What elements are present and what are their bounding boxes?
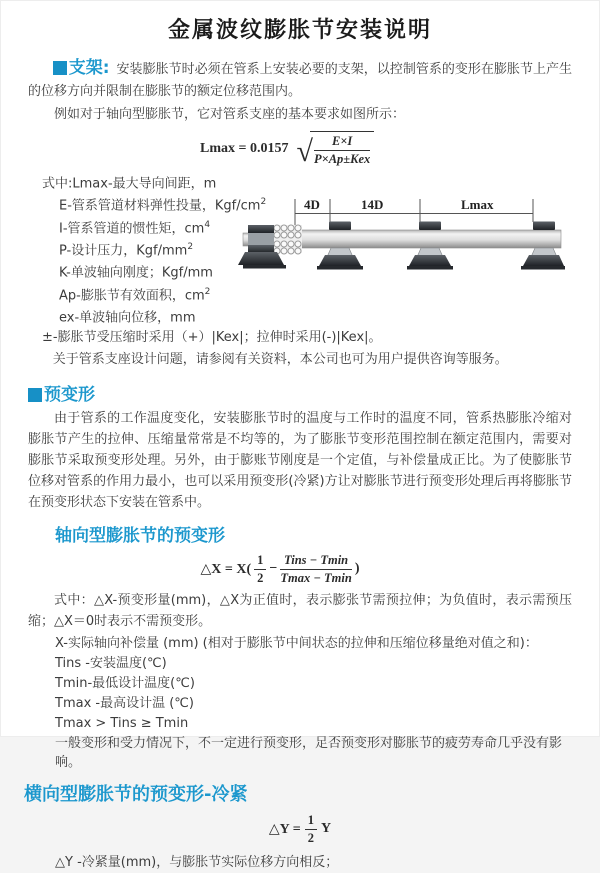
definition-text: I-管系管道的惯性矩，cm <box>59 220 205 236</box>
definition-text: E-管系管道材料弹性投量，Kgf/cm <box>59 198 261 214</box>
predeform-paragraph: 由于管系的工作温度变化，安装膨胀节时的温度与工作时的温度不同，管系热膨胀冷缩对膨胀节产生的拉伸、压缩量常常是不均等的，为了膨胀节变形范围控制在额定范围内，需要对膨胀节采取预变形处理。另外，由于膨账节刚度是一个定值，与补偿量成正比。为了使膨胀节位移对管系的作用力最小，也可以采用预变形(冷紧)方让对膨胀节进行预变形处理后再将膨胀节在预变形状态下安装在管系中。 <box>28 411 572 511</box>
consulting-note: 关于管系支座设计问题，请参阅有关资料，本公司也可为用户提供咨询等服务。 <box>52 352 508 368</box>
fraction-denominator: 2 <box>257 570 264 585</box>
delta-x-explanation: 式中：△X-预变形量(mm)，△X为正值时，表示膨张节需预拉伸；为负值时，表示需预压缩；△X＝0时表示不需预变形。 <box>28 593 572 630</box>
definition-text: K-单波轴向刚度；Kgf/mm <box>59 265 213 281</box>
definition-superscript: 2 <box>260 197 267 208</box>
fraction-numerator: Tins − Tmin <box>280 553 351 570</box>
one-half-fraction <box>305 813 317 846</box>
support-example-line: 例如对于轴向型膨胀节，它对管系支座的基本要求如图所示： <box>54 107 406 122</box>
axial-subheading: 轴向型膨胀节的预变形 <box>55 526 225 547</box>
delta-x-lhs: △X = X( <box>200 561 252 577</box>
lmax-formula-radicand <box>310 131 374 167</box>
delta-y-lhs: △Y = <box>268 821 301 837</box>
definition-line <box>42 171 600 193</box>
definition-text: ex-单波轴向位移，mm <box>59 310 196 326</box>
lmax-formula-lhs: Lmax = 0.0157 <box>200 141 289 156</box>
lmax-formula <box>200 131 600 167</box>
axial-definition-line: Tins -安装温度(℃) <box>55 656 167 672</box>
one-half-fraction <box>254 553 266 586</box>
definition-text: P-设计压力，Kgf/mm <box>59 243 188 259</box>
lmax-formula-fraction <box>314 134 370 167</box>
delta-x-rhs: ) <box>354 561 360 577</box>
lateral-subheading: 横向型膨胀节的预变形-冷紧 <box>24 784 248 806</box>
axial-definitions-list <box>55 634 572 772</box>
support-intro-paragraph <box>28 57 572 103</box>
definition-superscript: 4 <box>204 219 211 230</box>
pipe-support-diagram <box>243 192 565 292</box>
definition-superscript: 2 <box>204 286 211 297</box>
dimension-label-4d: 4D <box>304 197 320 212</box>
lmax-fraction-denominator: P×Ap±Kex <box>313 152 371 166</box>
fraction-numerator: 1 <box>305 813 317 830</box>
definition-line <box>42 305 600 327</box>
delta-y-formula <box>0 814 600 844</box>
axial-definition-line: Tmin-最低设计温度(℃) <box>55 676 195 692</box>
minus-sign: − <box>269 561 278 577</box>
definition-text: 式中:Lmax-最大导向间距，m <box>42 176 217 192</box>
bellows-coils <box>273 225 302 254</box>
fraction-denominator: Tmax − Tmin <box>280 570 352 585</box>
blue-square-bullet-icon <box>28 388 42 402</box>
delta-x-formula <box>0 552 560 586</box>
lmax-fraction-numerator: E×I <box>314 134 370 151</box>
temperature-fraction <box>280 553 351 586</box>
radical-sign: √ <box>296 134 313 168</box>
blue-square-bullet-icon <box>53 61 67 75</box>
dimension-label-14d: 14D <box>361 197 384 212</box>
dimension-label-lmax: Lmax <box>461 197 494 212</box>
definition-text: Ap-膨胀节有效面积，cm <box>59 287 205 303</box>
fraction-numerator: 1 <box>254 553 266 570</box>
plus-minus-note: ±-膨胀节受压缩时采用（+）|Kex|；拉伸时采用(-)|Kex|。 <box>42 330 382 346</box>
axial-definition-line: Tmax -最高设计温 (℃) <box>55 696 194 712</box>
fraction-denominator: 2 <box>307 830 314 845</box>
support-intro-text: 安装膨胀节时必须在管系上安装必要的支架，以控制管系的变形在膨胀节上产生的位移方向并限制在膨胀节的额定位移范围内。 <box>28 62 572 99</box>
support-section-heading: 支架: <box>68 58 110 78</box>
axial-definition-line: X-实际轴向补偿量 (mm) (相对于膨胀节中间状态的拉伸和压缩位移量绝对值之和)： <box>55 636 538 652</box>
delta-y-note: △Y -冷紧量(mm)，与膨胀节实际位移方向相反； <box>55 855 339 871</box>
pipe-body <box>269 230 561 248</box>
axial-definition-line: Tmax > Tins ≥ Tmin <box>55 716 189 732</box>
axial-definition-line: 一般变形和受力情况下，不一定进行预变形，足否预变形对膨胀节的疲劳寿命几乎没有影响。 <box>55 736 563 771</box>
predeform-section-heading-row <box>28 380 600 405</box>
delta-y-rhs: Y <box>320 821 332 837</box>
definition-superscript: 2 <box>187 241 194 252</box>
page-title: 金属波纹膨胀节安装说明 <box>167 18 432 43</box>
predeform-section-heading: 预变形 <box>44 385 95 406</box>
